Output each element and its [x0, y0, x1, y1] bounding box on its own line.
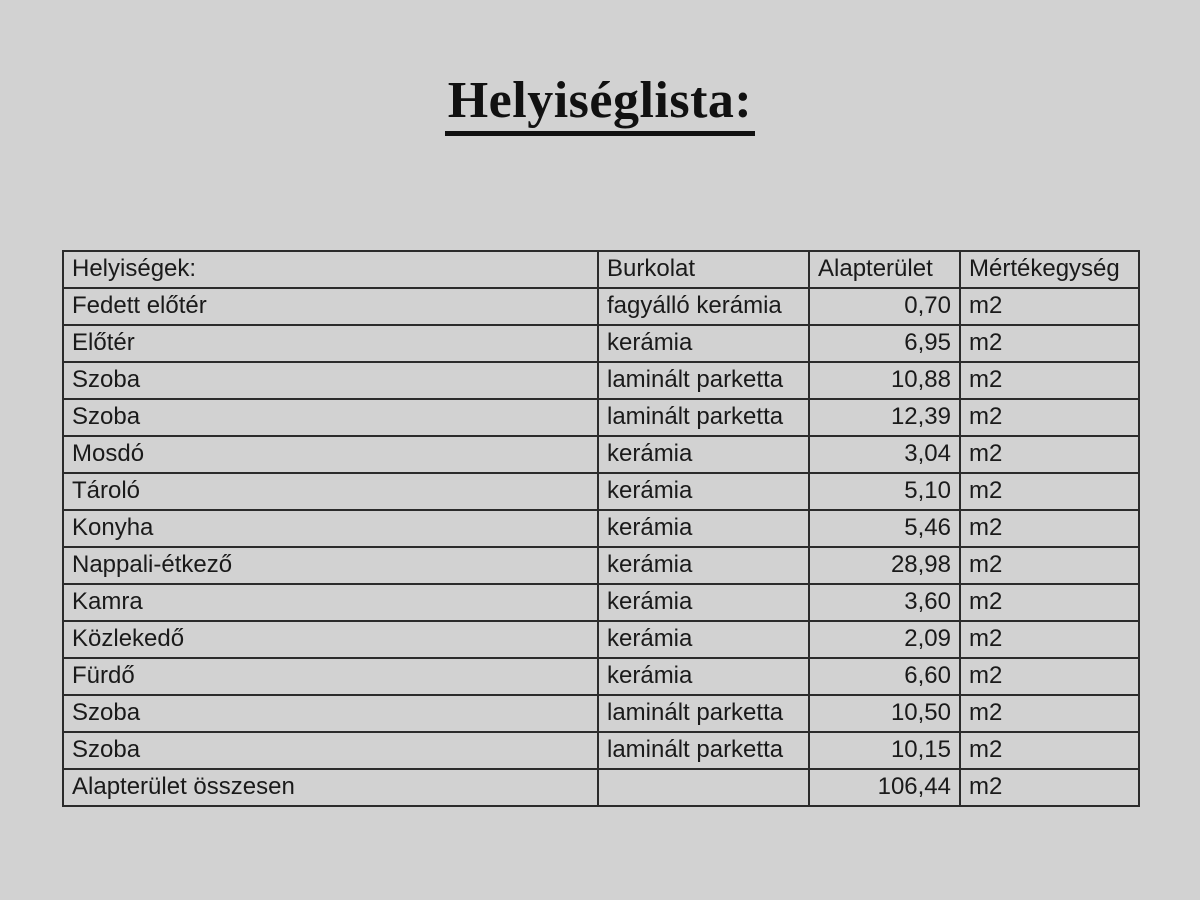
cell-area: 6,95 [809, 325, 960, 362]
cell-area: 106,44 [809, 769, 960, 806]
cell-room: Mosdó [63, 436, 598, 473]
cell-area: 2,09 [809, 621, 960, 658]
cell-area: 28,98 [809, 547, 960, 584]
cell-flooring: kerámia [598, 621, 809, 658]
cell-flooring: kerámia [598, 325, 809, 362]
table-row [63, 510, 1139, 547]
cell-flooring [598, 769, 809, 806]
table-row [63, 695, 1139, 732]
cell-flooring: laminált parketta [598, 362, 809, 399]
table-row [63, 436, 1139, 473]
cell-unit: m2 [960, 732, 1139, 769]
table-row [63, 325, 1139, 362]
cell-room: Szoba [63, 399, 598, 436]
cell-unit: m2 [960, 436, 1139, 473]
cell-area: 0,70 [809, 288, 960, 325]
cell-room: Fedett előtér [63, 288, 598, 325]
cell-flooring: laminált parketta [598, 695, 809, 732]
table-row [63, 584, 1139, 621]
cell-flooring: kerámia [598, 658, 809, 695]
cell-flooring: fagyálló kerámia [598, 288, 809, 325]
cell-area: 10,15 [809, 732, 960, 769]
cell-flooring: kerámia [598, 436, 809, 473]
cell-flooring: laminált parketta [598, 399, 809, 436]
cell-area: 3,60 [809, 584, 960, 621]
cell-unit: m2 [960, 288, 1139, 325]
cell-room: Tároló [63, 473, 598, 510]
room-list-table [62, 250, 1140, 807]
cell-unit: m2 [960, 510, 1139, 547]
column-header-unit: Mértékegység [960, 251, 1139, 288]
cell-unit: m2 [960, 547, 1139, 584]
cell-unit: m2 [960, 658, 1139, 695]
title-area [0, 0, 1200, 136]
cell-unit: m2 [960, 769, 1139, 806]
cell-room: Fürdő [63, 658, 598, 695]
table-row [63, 362, 1139, 399]
cell-unit: m2 [960, 362, 1139, 399]
table-row [63, 732, 1139, 769]
cell-flooring: kerámia [598, 473, 809, 510]
cell-room: Kamra [63, 584, 598, 621]
table-header-row [63, 251, 1139, 288]
cell-flooring: kerámia [598, 584, 809, 621]
cell-area: 12,39 [809, 399, 960, 436]
cell-room: Alapterület összesen [63, 769, 598, 806]
cell-flooring: laminált parketta [598, 732, 809, 769]
cell-flooring: kerámia [598, 547, 809, 584]
cell-area: 5,10 [809, 473, 960, 510]
cell-unit: m2 [960, 473, 1139, 510]
cell-room: Konyha [63, 510, 598, 547]
cell-unit: m2 [960, 325, 1139, 362]
column-header-area: Alapterület [809, 251, 960, 288]
page-title: Helyiséglista: [445, 72, 756, 136]
cell-area: 5,46 [809, 510, 960, 547]
cell-flooring: kerámia [598, 510, 809, 547]
table-row [63, 547, 1139, 584]
cell-unit: m2 [960, 621, 1139, 658]
cell-room: Szoba [63, 732, 598, 769]
cell-room: Nappali-étkező [63, 547, 598, 584]
cell-area: 6,60 [809, 658, 960, 695]
cell-unit: m2 [960, 584, 1139, 621]
column-header-flooring: Burkolat [598, 251, 809, 288]
cell-unit: m2 [960, 695, 1139, 732]
cell-area: 10,50 [809, 695, 960, 732]
cell-unit: m2 [960, 399, 1139, 436]
table-row [63, 473, 1139, 510]
cell-room: Szoba [63, 695, 598, 732]
cell-area: 10,88 [809, 362, 960, 399]
cell-area: 3,04 [809, 436, 960, 473]
table-row [63, 621, 1139, 658]
table-row-total [63, 769, 1139, 806]
column-header-rooms: Helyiségek: [63, 251, 598, 288]
cell-room: Előtér [63, 325, 598, 362]
table-row [63, 658, 1139, 695]
cell-room: Szoba [63, 362, 598, 399]
table-row [63, 288, 1139, 325]
cell-room: Közlekedő [63, 621, 598, 658]
table-row [63, 399, 1139, 436]
